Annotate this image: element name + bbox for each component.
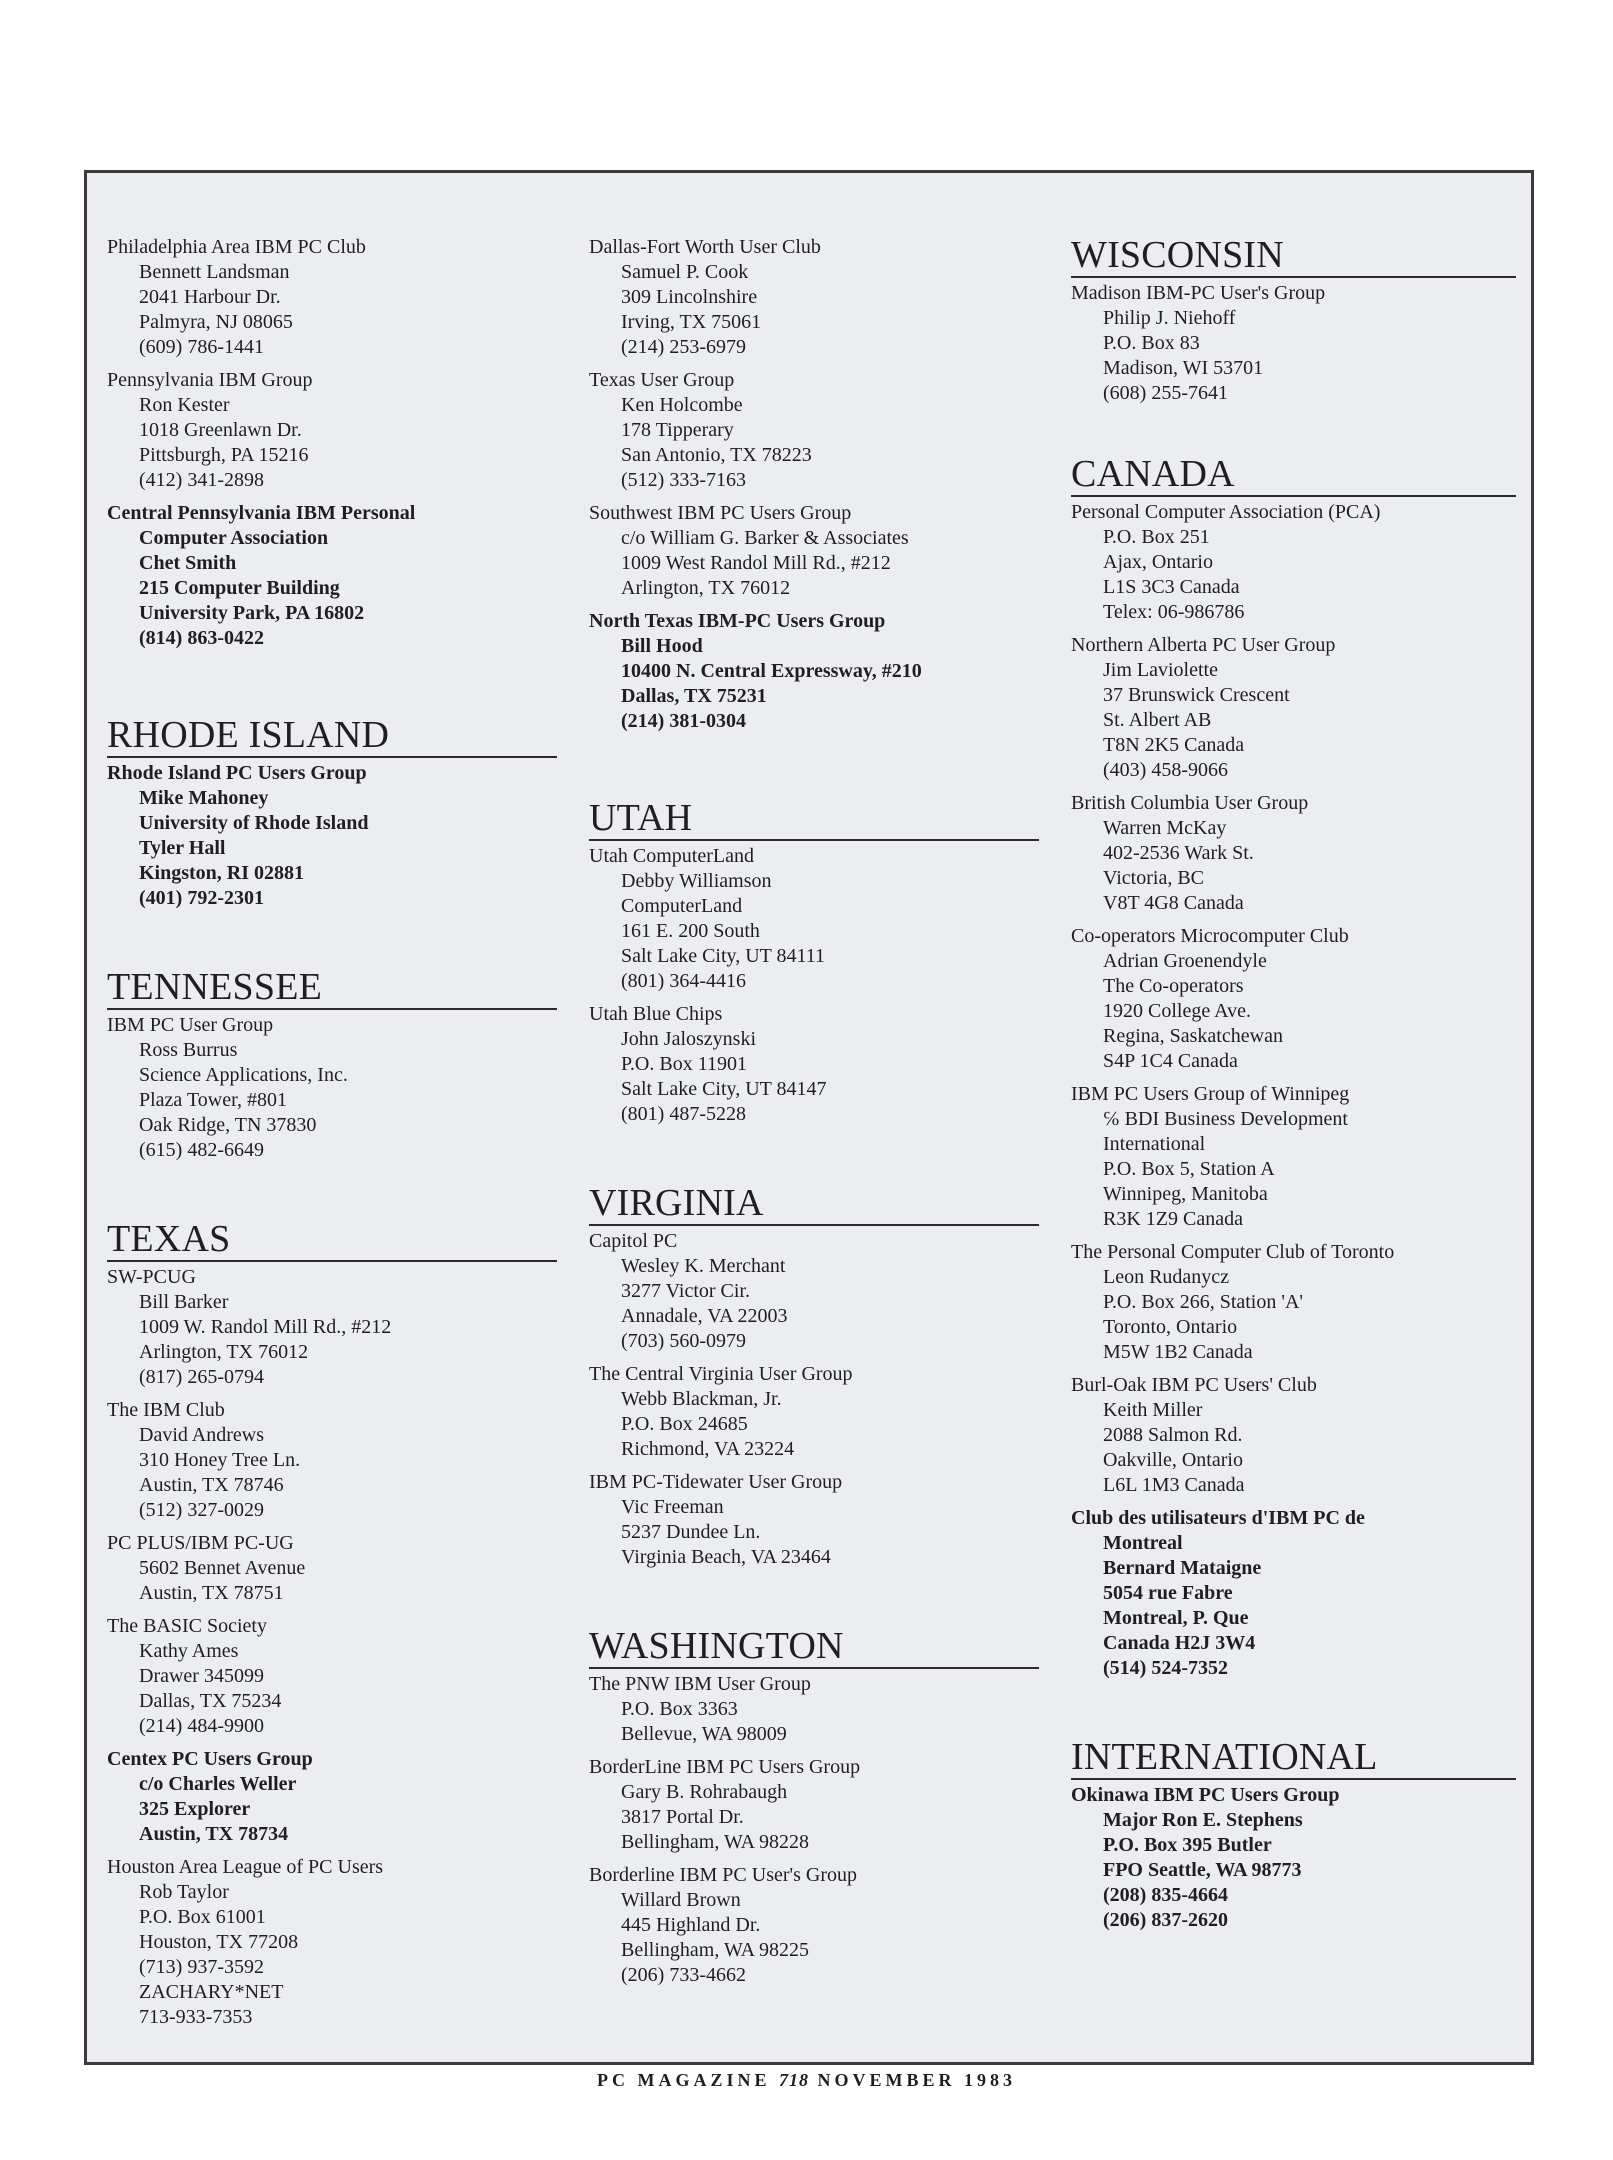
- group-name: IBM PC User Group: [107, 1014, 274, 1036]
- group-detail-line: Austin, TX 78751: [139, 1582, 284, 1604]
- user-group-entry: [589, 1755, 1039, 1855]
- user-group-entry: [589, 1863, 1039, 1988]
- group-name: The BASIC Society: [107, 1615, 267, 1637]
- footer-issue: NOVEMBER 1983: [817, 2070, 1016, 2090]
- group-detail-line: 3817 Portal Dr.: [621, 1806, 744, 1828]
- group-detail-line: (401) 792-2301: [139, 887, 264, 909]
- group-detail-line: Houston, TX 77208: [139, 1931, 299, 1953]
- group-detail-line: (801) 487-5228: [621, 1103, 746, 1125]
- section-spacer: [107, 659, 557, 715]
- directory-column-1: [107, 235, 557, 2038]
- group-detail-line: Bernard Mataigne: [1103, 1557, 1262, 1579]
- group-name: Houston Area League of PC Users: [107, 1856, 384, 1878]
- group-name: Club des utilisateurs d'IBM PC de: [1071, 1507, 1365, 1529]
- group-detail-line: Bellevue, WA 98009: [621, 1723, 787, 1745]
- user-group-entry: [107, 501, 557, 651]
- group-detail-line: Oakville, Ontario: [1103, 1449, 1243, 1471]
- group-name: Southwest IBM PC Users Group: [589, 502, 852, 524]
- user-group-entry: [589, 1229, 1039, 1354]
- user-group-entry: [1071, 1240, 1516, 1365]
- group-detail-line: Chet Smith: [139, 552, 237, 574]
- group-detail-line: San Antonio, TX 78223: [621, 444, 812, 466]
- group-detail-line: Warren McKay: [1103, 817, 1227, 839]
- group-detail-line: Salt Lake City, UT 84111: [621, 945, 826, 967]
- group-name: Dallas-Fort Worth User Club: [589, 236, 821, 258]
- group-detail-line: Arlington, TX 76012: [139, 1341, 309, 1363]
- group-detail-line: 713-933-7353: [139, 2006, 253, 2028]
- group-detail-line: Irving, TX 75061: [621, 311, 762, 333]
- group-detail-line: 5237 Dundee Ln.: [621, 1521, 761, 1543]
- group-detail-line: (214) 253-6979: [621, 336, 746, 358]
- group-detail-line: Madison, WI 53701: [1103, 357, 1264, 379]
- group-detail-line: (206) 837-2620: [1103, 1909, 1228, 1931]
- group-detail-line: Annadale, VA 22003: [621, 1305, 788, 1327]
- group-detail-line: P.O. Box 61001: [139, 1906, 266, 1928]
- group-detail-line: Richmond, VA 23224: [621, 1438, 795, 1460]
- group-name: Madison IBM-PC User's Group: [1071, 282, 1326, 304]
- group-detail-line: (814) 863-0422: [139, 627, 264, 649]
- group-name: PC PLUS/IBM PC-UG: [107, 1532, 294, 1554]
- group-detail-line: Plaza Tower, #801: [139, 1089, 287, 1111]
- section-heading: CANADA: [1071, 454, 1516, 497]
- group-detail-line: c/o Charles Weller: [139, 1773, 297, 1795]
- section-heading: INTERNATIONAL: [1071, 1737, 1516, 1780]
- group-detail-line: P.O. Box 24685: [621, 1413, 748, 1435]
- section-spacer: [589, 1578, 1039, 1626]
- group-name: IBM PC-Tidewater User Group: [589, 1471, 843, 1493]
- group-detail-line: Toronto, Ontario: [1103, 1316, 1238, 1338]
- page-footer: [0, 2070, 1613, 2091]
- group-detail-line: Computer Association: [139, 527, 329, 549]
- group-detail-line: L1S 3C3 Canada: [1103, 576, 1240, 598]
- group-name: Okinawa IBM PC Users Group: [1071, 1784, 1340, 1806]
- section-heading: WASHINGTON: [589, 1626, 1039, 1669]
- group-detail-line: Bellingham, WA 98225: [621, 1939, 809, 1961]
- section-heading: RHODE ISLAND: [107, 715, 557, 758]
- group-detail-line: Ajax, Ontario: [1103, 551, 1213, 573]
- group-detail-line: International: [1103, 1133, 1206, 1155]
- section-heading: WISCONSIN: [1071, 235, 1516, 278]
- group-detail-line: (514) 524-7352: [1103, 1657, 1228, 1679]
- group-name: Utah Blue Chips: [589, 1003, 723, 1025]
- user-group-entry: [1071, 1783, 1516, 1933]
- user-group-entry: [1071, 500, 1516, 625]
- group-name: Texas User Group: [589, 369, 735, 391]
- section-heading: VIRGINIA: [589, 1183, 1039, 1226]
- group-detail-line: Montreal: [1103, 1532, 1183, 1554]
- group-detail-line: 1009 West Randol Mill Rd., #212: [621, 552, 891, 574]
- group-detail-line: Regina, Saskatchewan: [1103, 1025, 1283, 1047]
- group-detail-line: (412) 341-2898: [139, 469, 264, 491]
- group-detail-line: Ron Kester: [139, 394, 230, 416]
- group-detail-line: Austin, TX 78746: [139, 1474, 284, 1496]
- group-detail-line: Philip J. Niehoff: [1103, 307, 1236, 329]
- group-detail-line: Adrian Groenendyle: [1103, 950, 1267, 972]
- group-detail-line: ComputerLand: [621, 895, 743, 917]
- user-group-entry: [1071, 791, 1516, 916]
- group-detail-line: P.O. Box 395 Butler: [1103, 1834, 1272, 1856]
- group-detail-line: Bennett Landsman: [139, 261, 290, 283]
- group-detail-line: (208) 835-4664: [1103, 1884, 1228, 1906]
- group-detail-line: Wesley K. Merchant: [621, 1255, 786, 1277]
- user-group-entry: [589, 609, 1039, 734]
- group-detail-line: Telex: 06-986786: [1103, 601, 1245, 623]
- footer-page-number: 718: [778, 2070, 809, 2090]
- group-name: Centex PC Users Group: [107, 1748, 313, 1770]
- group-detail-line: ℅ BDI Business Development: [1103, 1108, 1348, 1130]
- group-name: Pennsylvania IBM Group: [107, 369, 313, 391]
- group-name: IBM PC Users Group of Winnipeg: [1071, 1083, 1350, 1105]
- group-name: Personal Computer Association (PCA): [1071, 501, 1381, 523]
- group-detail-line: University Park, PA 16802: [139, 602, 365, 624]
- group-detail-line: Bellingham, WA 98228: [621, 1831, 809, 1853]
- group-name: The PNW IBM User Group: [589, 1673, 811, 1695]
- group-detail-line: (403) 458-9066: [1103, 759, 1228, 781]
- group-detail-line: ZACHARY*NET: [139, 1981, 284, 2003]
- group-detail-line: Webb Blackman, Jr.: [621, 1388, 782, 1410]
- group-name: The IBM Club: [107, 1399, 225, 1421]
- group-detail-line: P.O. Box 83: [1103, 332, 1200, 354]
- group-detail-line: Mike Mahoney: [139, 787, 269, 809]
- group-detail-line: Arlington, TX 76012: [621, 577, 791, 599]
- group-detail-line: St. Albert AB: [1103, 709, 1212, 731]
- group-detail-line: 161 E. 200 South: [621, 920, 760, 942]
- group-detail-line: c/o William G. Barker & Associates: [621, 527, 909, 549]
- group-detail-line: Montreal, P. Que: [1103, 1607, 1249, 1629]
- user-group-entry: [107, 761, 557, 911]
- group-detail-line: S4P 1C4 Canada: [1103, 1050, 1238, 1072]
- group-detail-line: 3277 Victor Cir.: [621, 1280, 750, 1302]
- section-heading: TEXAS: [107, 1219, 557, 1262]
- user-group-entry: [1071, 1506, 1516, 1681]
- user-group-entry: [589, 1002, 1039, 1127]
- group-detail-line: R3K 1Z9 Canada: [1103, 1208, 1243, 1230]
- user-group-entry: [589, 501, 1039, 601]
- group-detail-line: M5W 1B2 Canada: [1103, 1341, 1253, 1363]
- user-group-entry: [1071, 281, 1516, 406]
- group-detail-line: Leon Rudanycz: [1103, 1266, 1230, 1288]
- directory-frame: [84, 170, 1534, 2065]
- group-name: The Personal Computer Club of Toronto: [1071, 1241, 1395, 1263]
- group-detail-line: 1920 College Ave.: [1103, 1000, 1251, 1022]
- group-detail-line: (608) 255-7641: [1103, 382, 1228, 404]
- group-detail-line: Vic Freeman: [621, 1496, 724, 1518]
- group-detail-line: 309 Lincolnshire: [621, 286, 758, 308]
- group-name: Rhode Island PC Users Group: [107, 762, 367, 784]
- group-detail-line: 2088 Salmon Rd.: [1103, 1424, 1243, 1446]
- group-detail-line: P.O. Box 251: [1103, 526, 1210, 548]
- user-group-entry: [107, 368, 557, 493]
- group-detail-line: Jim Laviolette: [1103, 659, 1218, 681]
- user-group-entry: [107, 1265, 557, 1390]
- user-group-entry: [589, 844, 1039, 994]
- footer-magazine: PC MAGAZINE: [596, 2070, 771, 2090]
- group-name: British Columbia User Group: [1071, 792, 1309, 814]
- user-group-entry: [1071, 1373, 1516, 1498]
- group-detail-line: David Andrews: [139, 1424, 264, 1446]
- group-detail-line: (703) 560-0979: [621, 1330, 746, 1352]
- group-detail-line: Ken Holcombe: [621, 394, 743, 416]
- group-detail-line: Victoria, BC: [1103, 867, 1205, 889]
- group-detail-line: (206) 733-4662: [621, 1964, 746, 1986]
- user-group-entry: [1071, 633, 1516, 783]
- group-detail-line: 402-2536 Wark St.: [1103, 842, 1254, 864]
- group-detail-line: Keith Miller: [1103, 1399, 1203, 1421]
- group-detail-line: Kathy Ames: [139, 1640, 239, 1662]
- user-group-entry: [107, 235, 557, 360]
- group-detail-line: Major Ron E. Stephens: [1103, 1809, 1303, 1831]
- user-group-entry: [589, 1672, 1039, 1747]
- group-detail-line: Bill Barker: [139, 1291, 229, 1313]
- user-group-entry: [1071, 924, 1516, 1074]
- group-name: BorderLine IBM PC Users Group: [589, 1756, 861, 1778]
- group-detail-line: 325 Explorer: [139, 1798, 251, 1820]
- group-name: Northern Alberta PC User Group: [1071, 634, 1336, 656]
- user-group-entry: [589, 1362, 1039, 1462]
- group-detail-line: Palmyra, NJ 08065: [139, 311, 293, 333]
- directory-column-3: [1071, 235, 1516, 1941]
- user-group-entry: [1071, 1082, 1516, 1232]
- group-detail-line: Winnipeg, Manitoba: [1103, 1183, 1268, 1205]
- group-detail-line: (512) 327-0029: [139, 1499, 264, 1521]
- group-detail-line: 178 Tipperary: [621, 419, 734, 441]
- user-group-entry: [107, 1747, 557, 1847]
- group-detail-line: Ross Burrus: [139, 1039, 238, 1061]
- user-group-entry: [107, 1531, 557, 1606]
- group-detail-line: P.O. Box 11901: [621, 1053, 747, 1075]
- group-detail-line: Kingston, RI 02881: [139, 862, 305, 884]
- group-detail-line: Willard Brown: [621, 1889, 741, 1911]
- group-detail-line: University of Rhode Island: [139, 812, 369, 834]
- group-detail-line: P.O. Box 3363: [621, 1698, 738, 1720]
- group-detail-line: Salt Lake City, UT 84147: [621, 1078, 827, 1100]
- group-detail-line: Oak Ridge, TN 37830: [139, 1114, 317, 1136]
- group-detail-line: P.O. Box 5, Station A: [1103, 1158, 1275, 1180]
- group-detail-line: Dallas, TX 75231: [621, 685, 767, 707]
- user-group-entry: [589, 235, 1039, 360]
- user-group-entry: [589, 368, 1039, 493]
- user-group-entry: [107, 1398, 557, 1523]
- group-detail-line: 5054 rue Fabre: [1103, 1582, 1233, 1604]
- group-name: Utah ComputerLand: [589, 845, 754, 867]
- group-name: Capitol PC: [589, 1230, 678, 1252]
- group-name: SW-PCUG: [107, 1266, 196, 1288]
- section-heading: TENNESSEE: [107, 967, 557, 1010]
- directory-column-2: [589, 235, 1039, 1996]
- user-group-entry: [589, 1470, 1039, 1570]
- group-name: North Texas IBM-PC Users Group: [589, 610, 886, 632]
- group-detail-line: Science Applications, Inc.: [139, 1064, 348, 1086]
- section-spacer: [1071, 414, 1516, 454]
- group-detail-line: Debby Williamson: [621, 870, 772, 892]
- group-detail-line: 310 Honey Tree Ln.: [139, 1449, 301, 1471]
- user-group-entry: [107, 1013, 557, 1163]
- group-detail-line: Canada H2J 3W4: [1103, 1632, 1256, 1654]
- group-detail-line: John Jaloszynski: [621, 1028, 756, 1050]
- group-detail-line: (615) 482-6649: [139, 1139, 264, 1161]
- group-detail-line: 5602 Bennet Avenue: [139, 1557, 306, 1579]
- group-detail-line: (817) 265-0794: [139, 1366, 264, 1388]
- group-detail-line: Pittsburgh, PA 15216: [139, 444, 309, 466]
- group-detail-line: (801) 364-4416: [621, 970, 746, 992]
- group-detail-line: Austin, TX 78734: [139, 1823, 289, 1845]
- group-detail-line: Dallas, TX 75234: [139, 1690, 282, 1712]
- group-detail-line: Samuel P. Cook: [621, 261, 749, 283]
- group-detail-line: (214) 484-9900: [139, 1715, 264, 1737]
- group-name: Burl-Oak IBM PC Users' Club: [1071, 1374, 1317, 1396]
- group-name: Central Pennsylvania IBM Personal: [107, 502, 416, 524]
- section-spacer: [107, 1171, 557, 1219]
- group-detail-line: Drawer 345099: [139, 1665, 264, 1687]
- section-spacer: [589, 742, 1039, 798]
- group-name: Co-operators Microcomputer Club: [1071, 925, 1349, 947]
- group-name: Borderline IBM PC User's Group: [589, 1864, 858, 1886]
- section-spacer: [589, 1135, 1039, 1183]
- group-detail-line: Bill Hood: [621, 635, 703, 657]
- user-group-entry: [107, 1855, 557, 2030]
- group-detail-line: 1009 W. Randol Mill Rd., #212: [139, 1316, 392, 1338]
- group-detail-line: (214) 381-0304: [621, 710, 746, 732]
- group-detail-line: V8T 4G8 Canada: [1103, 892, 1244, 914]
- group-detail-line: Tyler Hall: [139, 837, 226, 859]
- group-detail-line: FPO Seattle, WA 98773: [1103, 1859, 1302, 1881]
- group-detail-line: P.O. Box 266, Station 'A': [1103, 1291, 1304, 1313]
- section-spacer: [107, 919, 557, 967]
- group-detail-line: L6L 1M3 Canada: [1103, 1474, 1245, 1496]
- user-group-entry: [107, 1614, 557, 1739]
- group-detail-line: Gary B. Rohrabaugh: [621, 1781, 788, 1803]
- group-name: The Central Virginia User Group: [589, 1363, 853, 1385]
- group-detail-line: T8N 2K5 Canada: [1103, 734, 1245, 756]
- group-detail-line: (512) 333-7163: [621, 469, 746, 491]
- group-detail-line: (609) 786-1441: [139, 336, 264, 358]
- group-detail-line: Rob Taylor: [139, 1881, 229, 1903]
- group-name: Philadelphia Area IBM PC Club: [107, 236, 366, 258]
- section-spacer: [1071, 1689, 1516, 1737]
- section-heading: UTAH: [589, 798, 1039, 841]
- group-detail-line: 2041 Harbour Dr.: [139, 286, 281, 308]
- group-detail-line: 1018 Greenlawn Dr.: [139, 419, 302, 441]
- group-detail-line: (713) 937-3592: [139, 1956, 264, 1978]
- group-detail-line: 10400 N. Central Expressway, #210: [621, 660, 922, 682]
- group-detail-line: 215 Computer Building: [139, 577, 340, 599]
- group-detail-line: 445 Highland Dr.: [621, 1914, 761, 1936]
- group-detail-line: 37 Brunswick Crescent: [1103, 684, 1290, 706]
- group-detail-line: The Co-operators: [1103, 975, 1244, 997]
- group-detail-line: Virginia Beach, VA 23464: [621, 1546, 831, 1568]
